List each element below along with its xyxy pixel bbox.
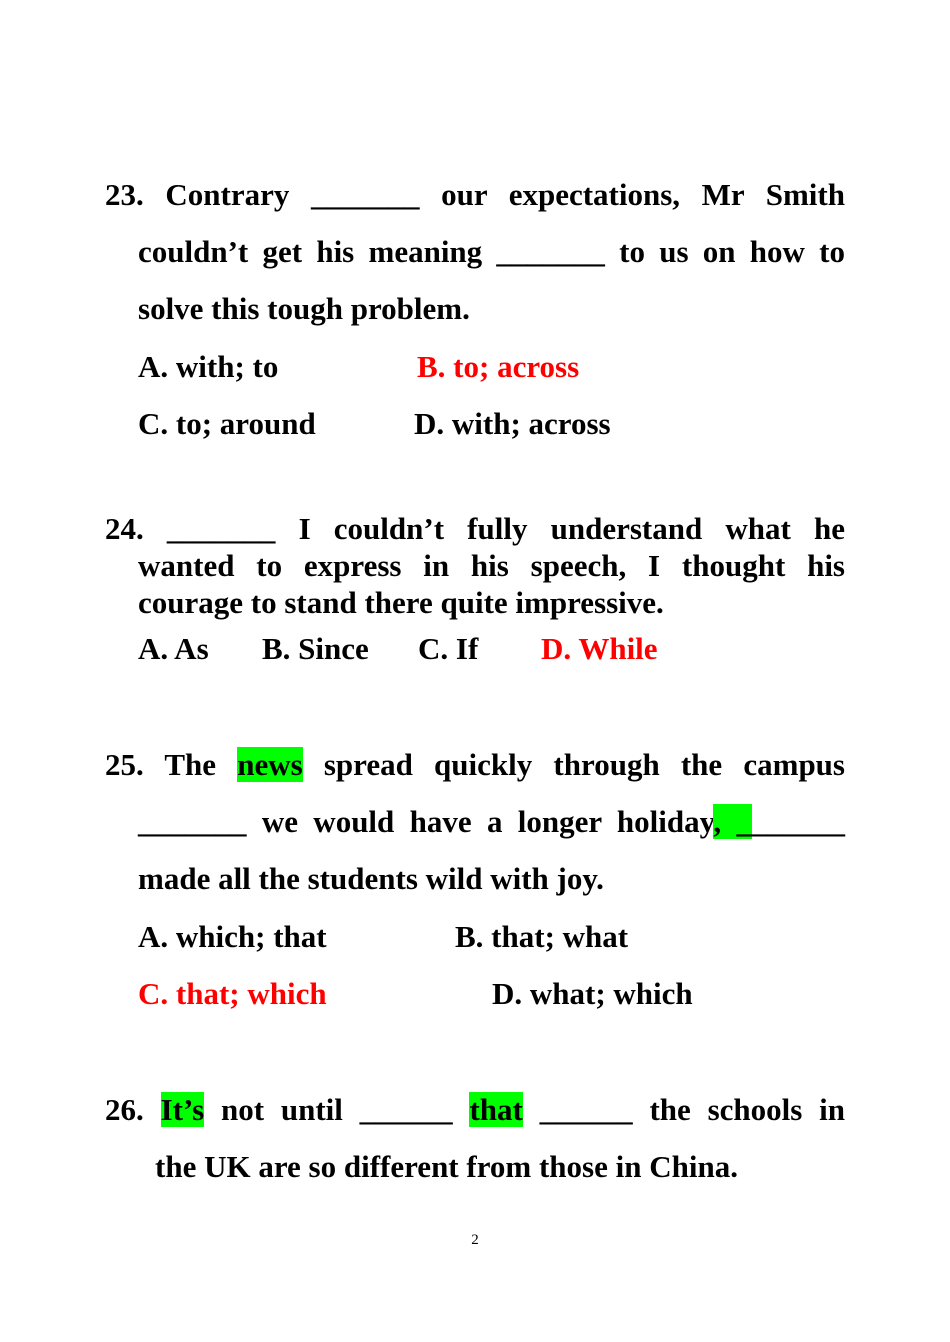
q26-line-1-end: ______ the schools in: [522, 1092, 845, 1127]
q24-option-a: A. As: [138, 631, 209, 666]
q24-line-3: courage to stand there quite impressive.: [138, 585, 664, 620]
q26-line-1: [105, 1090, 845, 1130]
q23-option-c: C. to; around: [138, 406, 316, 441]
q24-option-c: C. If: [418, 631, 479, 666]
q26-highlight-that: that: [469, 1092, 523, 1127]
q24-option-b: B. Since: [262, 631, 369, 666]
q25-line-1-start: 25. The: [105, 747, 238, 782]
page-number: 2: [471, 1232, 479, 1248]
q25-option-a: A. which; that: [138, 919, 327, 954]
q23-option-a: A. with; to: [138, 349, 279, 384]
q25-line-1: [105, 745, 845, 785]
q23-line-1: 23. Contrary _______ our expectations, Mr Smith: [105, 177, 845, 212]
q25-option-d: D. what; which: [492, 976, 693, 1011]
q26-number: 26.: [105, 1092, 161, 1127]
q26-line-2: the UK are so different from those in China.: [155, 1149, 738, 1184]
q26-highlight-its: It’s: [160, 1092, 205, 1127]
q23-line-3: solve this tough problem.: [138, 291, 470, 326]
q23-option-b-answer: B. to; across: [417, 349, 580, 384]
q25-highlight-news: news: [237, 747, 303, 782]
q26-line-1-middle: not until ______: [204, 1092, 470, 1127]
q25-line-1-end: spread quickly through the campus: [302, 747, 845, 782]
q24-option-d-answer: D. While: [541, 631, 658, 666]
q24-line-2: wanted to express in his speech, I thought his: [138, 548, 845, 583]
q25-line-2-start: _______ we would have a longer holiday: [138, 804, 714, 839]
q23-line-2: couldn’t get his meaning _______ to us on how to: [138, 234, 845, 269]
q25-line-2-end: ______: [752, 804, 846, 839]
q25-highlight-comma: , _: [713, 804, 753, 839]
q25-line-2: [138, 802, 845, 842]
q24-line-1: 24. _______ I couldn’t fully understand what he: [105, 511, 845, 546]
q25-option-c-answer: C. that; which: [138, 976, 327, 1011]
q25-line-3: made all the students wild with joy.: [138, 861, 604, 896]
q25-option-b: B. that; what: [455, 919, 629, 954]
q23-option-d: D. with; across: [414, 406, 611, 441]
